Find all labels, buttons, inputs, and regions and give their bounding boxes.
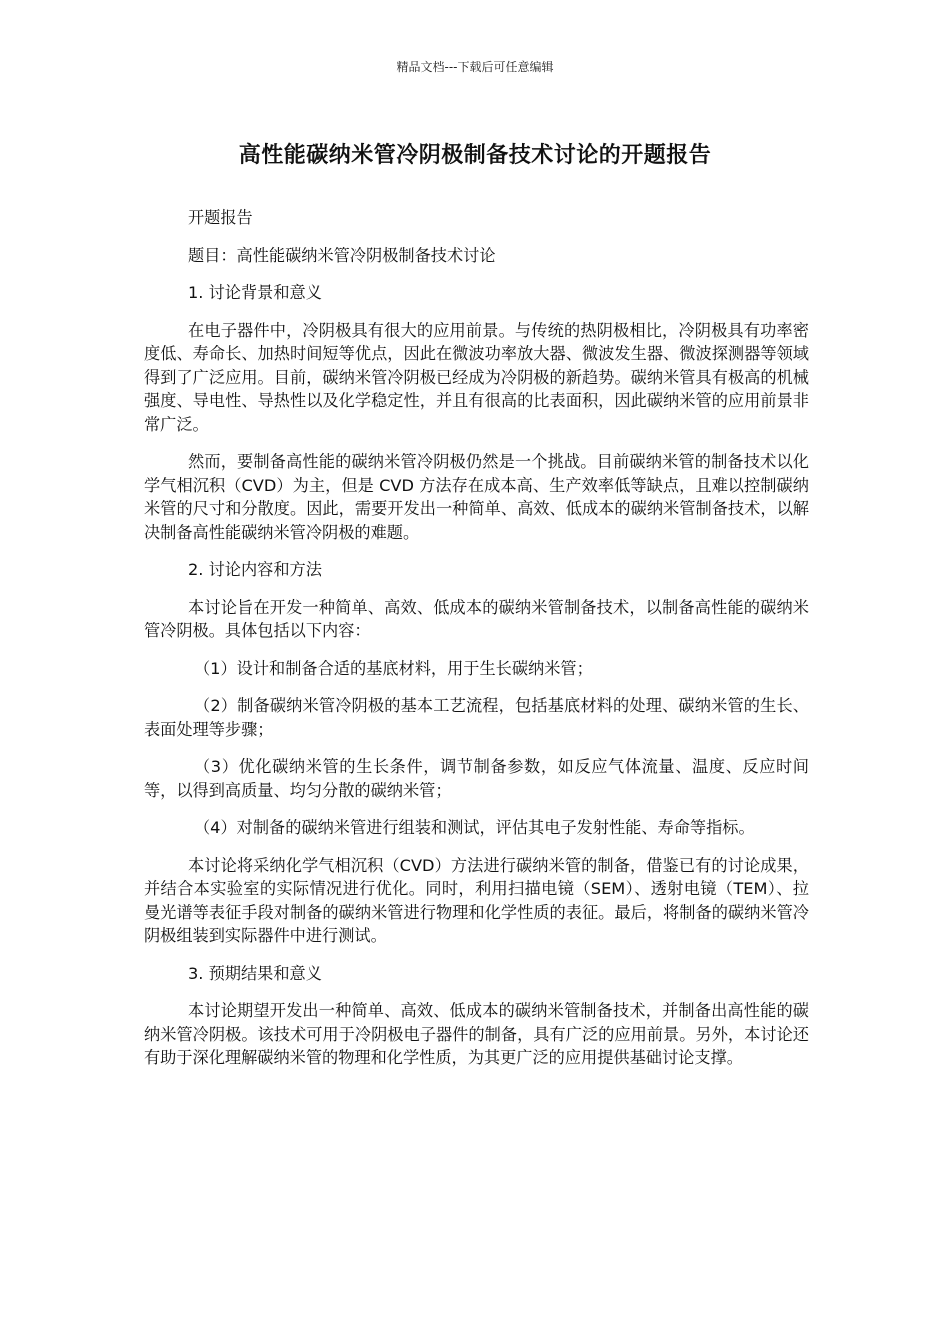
section-1-paragraph: 在电子器件中，冷阴极具有很大的应用前景。与传统的热阴极相比，冷阴极具有功率密度低、寿命长、加热时间短等优点，因此在微波功率放大器、微波发生器、微波探测器等领域得到了广泛应用。目前，碳纳米管冷阴极已经成为冷阴极的新趋势。碳纳米管具有极高的机械强度、导电性、导热性以及化学稳定性，并且有很高的比表面积，因此碳纳米管的应用前景非常广泛。 <box>144 320 809 434</box>
content-list-item: （4）对制备的碳纳米管进行组装和测试，评估其电子发射性能、寿命等指标。 <box>194 818 755 837</box>
section-1-paragraph: 然而，要制备高性能的碳纳米管冷阴极仍然是一个挑战。目前碳纳米管的制备技术以化学气相沉积（CVD）为主，但是 CVD 方法存在成本高、生产效率低等缺点，且难以控制碳纳米管的尺寸和分散度。因此，需要开发出一种简单、高效、低成本的碳纳米管制备技术，以解决制备高性能碳纳米管冷阴极的难题。 <box>144 452 809 542</box>
content-list-item: （3）优化碳纳米管的生长条件，调节制备参数，如反应气体流量、温度、反应时间等，以得到高质量、均匀分散的碳纳米管； <box>144 757 809 800</box>
content-list-item: （1）设计和制备合适的基底材料，用于生长碳纳米管； <box>194 658 593 678</box>
header-note: 精品文档---下载后可任意编辑 <box>396 60 554 74</box>
section-3-paragraph: 本讨论期望开发出一种简单、高效、低成本的碳纳米管制备技术，并制备出高性能的碳纳米管冷阴极。该技术可用于冷阴极电子器件的制备，具有广泛的应用前景。另外，本讨论还有助于深化理解碳纳米管的物理和化学性质，为其更广泛的应用提供基础讨论支撑。 <box>144 1001 809 1067</box>
content-list-item: （2）制备碳纳米管冷阴极的基本工艺流程，包括基底材料的处理、碳纳米管的生长、表面处理等步骤； <box>144 696 809 739</box>
section-2-intro: 本讨论旨在开发一种简单、高效、低成本的碳纳米管制备技术，以制备高性能的碳纳米管冷阴极。具体包括以下内容： <box>144 597 809 640</box>
section-1-heading: 1. 讨论背景和意义 <box>188 283 322 302</box>
report-topic: 题目：高性能碳纳米管冷阴极制备技术讨论 <box>188 245 496 265</box>
section-2-heading: 2. 讨论内容和方法 <box>188 560 322 579</box>
document-body <box>144 206 809 1084</box>
section-3-heading: 3. 预期结果和意义 <box>188 963 322 983</box>
document-title: 高性能碳纳米管冷阴极制备技术讨论的开题报告 <box>238 143 712 168</box>
report-label: 开题报告 <box>188 208 253 227</box>
section-2-method: 本讨论将采纳化学气相沉积（CVD）方法进行碳纳米管的制备，借鉴已有的讨论成果，并结合本实验室的实际情况进行优化。同时，利用扫描电镜（SEM）、透射电镜（TEM）、拉曼光谱等表征手段对制备的碳纳米管进行物理和化学性质的表征。最后，将制备的碳纳米管冷阴极组装到实际器件中进行测试。 <box>144 855 809 945</box>
